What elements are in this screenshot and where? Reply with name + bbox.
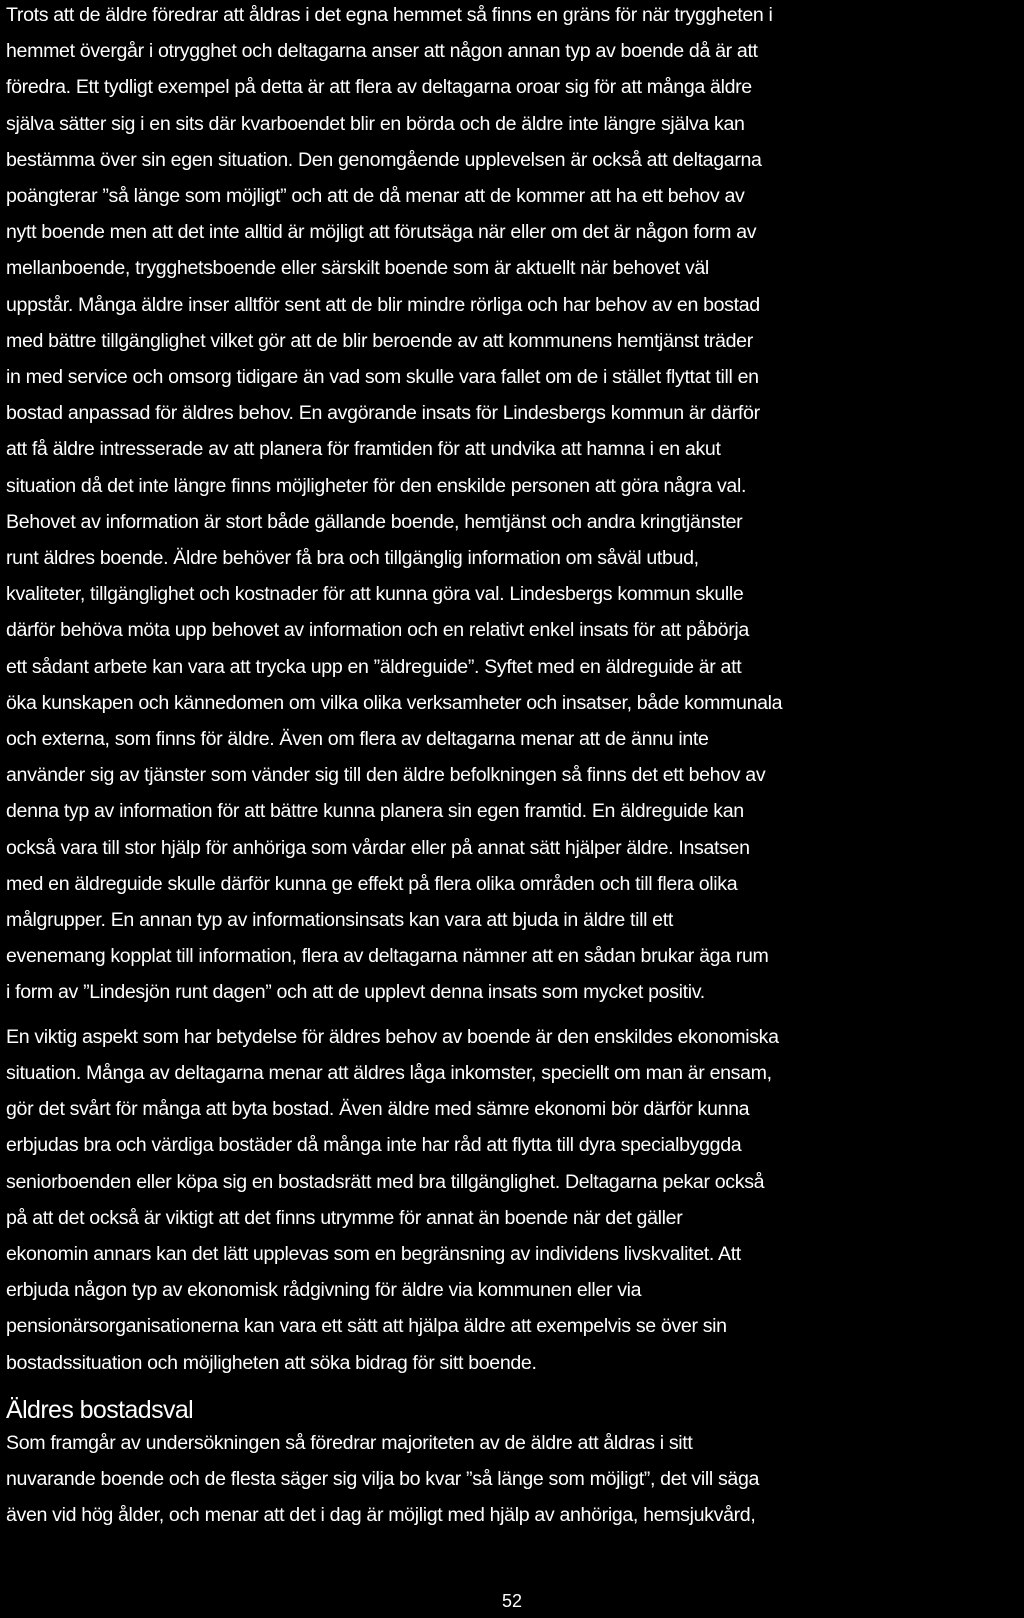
section-heading: Äldres bostadsval <box>6 1395 194 1424</box>
text-line: Trots att de äldre föredrar att åldras i det egna hemmet så finns en gräns för när tryggheten i <box>6 4 773 26</box>
text-line: mellanboende, trygghetsboende eller särskilt boende som är aktuellt när behovet väl <box>6 257 709 280</box>
text-line: bostad anpassad för äldres behov. En avgörande insats för Lindesbergs kommun är därför <box>6 402 760 425</box>
text-line: nytt boende men att det inte alltid är möjligt att förutsäga när eller om det är någon form av <box>6 221 757 244</box>
text-line: nuvarande boende och de flesta säger sig vilja bo kvar ”så länge som möjligt”, det vill säga <box>6 1467 760 1490</box>
text-line: Som framgår av undersökningen så föredrar majoriteten av de äldre att åldras i sitt <box>6 1431 693 1454</box>
page-number: 52 <box>501 1591 523 1611</box>
text-line: erbjudas bra och värdiga bostäder då många inte har råd att flytta till dyra specialbyggda <box>6 1134 742 1157</box>
text-line: även vid hög ålder, och menar att det i dag är möjligt med hjälp av anhöriga, hemsjukvård, <box>6 1504 756 1527</box>
text-line: situation. Många av deltagarna menar att äldres låga inkomster, speciellt om man är ensam, <box>6 1061 772 1084</box>
text-line: in med service och omsorg tidigare än vad som skulle vara fallet om de i stället flyttat till en <box>6 366 759 389</box>
body-paragraph <box>6 1019 1018 1381</box>
body-paragraph <box>6 1425 1018 1534</box>
text-line: bostadssituation och möjligheten att söka bidrag för sitt boende. <box>6 1351 537 1374</box>
text-line: och externa, som finns för äldre. Även om flera av deltagarna menar att de ännu inte <box>6 728 709 751</box>
text-line: uppstår. Många äldre inser alltför sent att de blir mindre rörliga och har behov av en bostad <box>6 293 760 316</box>
text-line: att få äldre intresserade av att planera för framtiden för att undvika att hamna i en akut <box>6 438 721 461</box>
text-line: föredra. Ett tydligt exempel på detta är att flera av deltagarna oroar sig för att många äldre <box>6 76 752 99</box>
text-line: evenemang kopplat till information, flera av deltagarna nämner att en sådan brukar äga rum <box>6 945 769 968</box>
text-line: seniorboenden eller köpa sig en bostadsrätt med bra tillgänglighet. Deltagarna pekar också <box>6 1170 765 1193</box>
text-line: bestämma över sin egen situation. Den genomgående upplevelsen är också att deltagarna <box>6 148 762 171</box>
text-line: pensionärsorganisationerna kan vara ett sätt att hjälpa äldre att exempelvis se över sin <box>6 1315 727 1338</box>
text-line: med en äldreguide skulle därför kunna ge effekt på flera olika områden och till flera olika <box>6 872 738 895</box>
text-line: också vara till stor hjälp för anhöriga som vårdar eller på annat sätt hjälper äldre. Insatsen <box>6 836 750 859</box>
text-line: kvaliteter, tillgänglighet och kostnader för att kunna göra val. Lindesbergs kommun skulle <box>6 583 744 606</box>
text-line: erbjuda någon typ av ekonomisk rådgivning för äldre via kommunen eller via <box>6 1279 642 1302</box>
text-line: ekonomin annars kan det lätt upplevas som en begränsning av individens livskvalitet. Att <box>6 1242 741 1265</box>
text-line: öka kunskapen och kännedomen om vilka olika verksamheter och insatser, både kommunala <box>6 691 783 714</box>
text-line: Behovet av information är stort både gällande boende, hemtjänst och andra kringtjänster <box>6 510 743 533</box>
text-line: i form av ”Lindesjön runt dagen” och att de upplevt denna insats som mycket positiv. <box>6 981 705 1004</box>
text-line: En viktig aspekt som har betydelse för äldres behov av boende är den enskildes ekonomiska <box>6 1025 779 1048</box>
text-line: på att det också är viktigt att det finns utrymme för annat än boende när det gäller <box>6 1206 683 1229</box>
text-line: situation då det inte längre finns möjligheter för den enskilde personen att göra några val. <box>6 474 747 497</box>
text-line: själva sätter sig i en sits där kvarboendet blir en börda och de äldre inte längre själva kan <box>6 112 745 135</box>
text-line: använder sig av tjänster som vänder sig till den äldre befolkningen så finns det ett behov av <box>6 764 766 787</box>
text-line: gör det svårt för många att byta bostad. Även äldre med sämre ekonomi bör därför kunna <box>6 1098 750 1121</box>
document-page <box>6 0 1018 1533</box>
text-line: runt äldres boende. Äldre behöver få bra och tillgänglig information om såväl utbud, <box>6 547 699 570</box>
text-line: poängterar ”så länge som möjligt” och att de då menar att de kommer att ha ett behov av <box>6 185 745 208</box>
body-paragraph <box>6 0 1018 1011</box>
text-line: målgrupper. En annan typ av informationsinsats kan vara att bjuda in äldre till ett <box>6 909 673 932</box>
text-line: därför behöva möta upp behovet av information och en relativt enkel insats för att påbörja <box>6 619 749 642</box>
text-line: ett sådant arbete kan vara att trycka upp en ”äldreguide”. Syftet med en äldreguide är att <box>6 655 742 678</box>
text-line: hemmet övergår i otrygghet och deltagarna anser att någon annan typ av boende då är att <box>6 40 758 63</box>
text-line: denna typ av information för att bättre kunna planera sin egen framtid. En äldreguide kan <box>6 800 744 823</box>
text-line: med bättre tillgänglighet vilket gör att de blir beroende av att kommunens hemtjänst träder <box>6 329 753 352</box>
